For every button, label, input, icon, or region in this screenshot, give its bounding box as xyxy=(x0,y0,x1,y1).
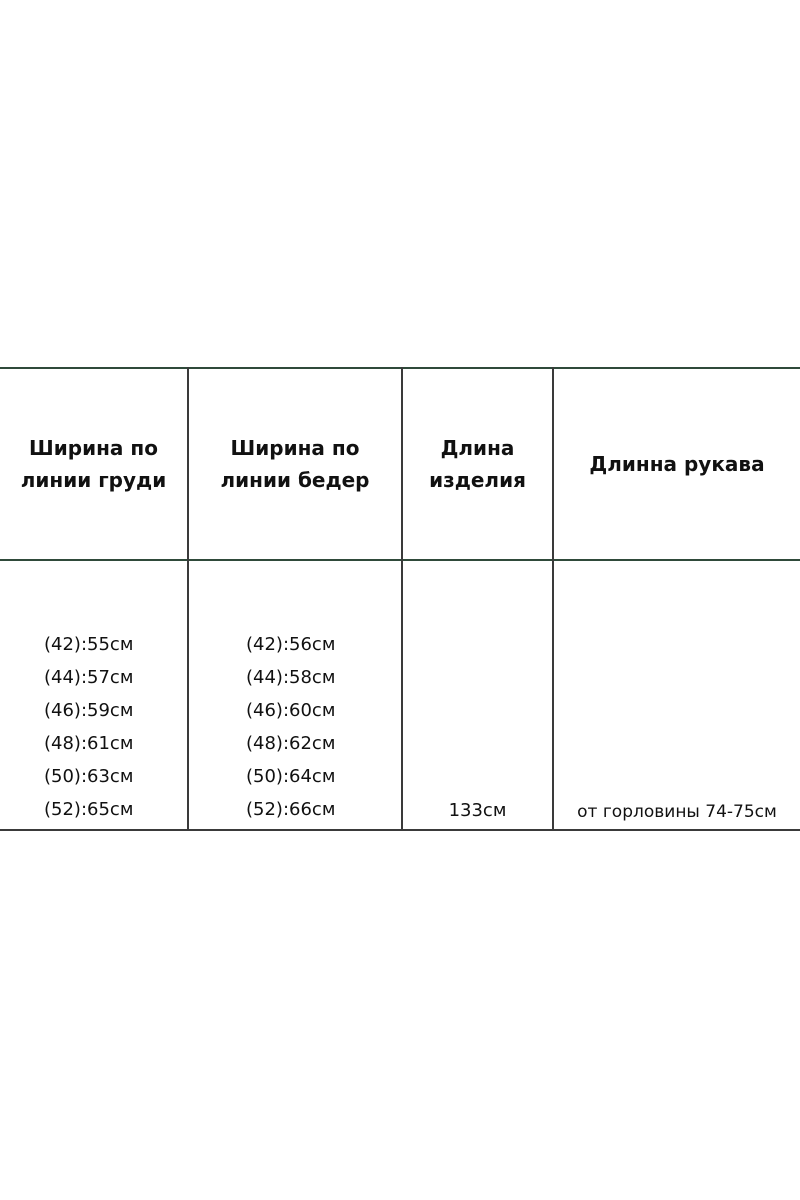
size-table xyxy=(0,367,800,831)
header-divider xyxy=(0,559,800,561)
chest-width-value: (42):55см xyxy=(44,634,134,655)
chest-width-value: (44):57см xyxy=(44,667,134,688)
garment-length-value: 133см xyxy=(448,800,507,821)
sleeve-length-value: от горловины 74-75см xyxy=(577,802,777,822)
header-hip-width: Ширина по линии бедер xyxy=(220,436,370,492)
header-sleeve-length: Длинна рукава xyxy=(589,452,765,476)
chest-width-value: (52):65см xyxy=(44,799,134,820)
chest-width-value: (50):63см xyxy=(44,766,134,787)
hip-width-value: (46):60см xyxy=(246,700,336,721)
header-garment-length: Длина изделия xyxy=(429,436,526,492)
hip-width-values xyxy=(246,628,335,826)
chest-width-value: (46):59см xyxy=(44,700,134,721)
chest-width-value: (48):61см xyxy=(44,733,134,754)
hip-width-value: (52):66см xyxy=(246,799,336,820)
header-chest-width: Ширина по линии груди xyxy=(20,436,167,492)
hip-width-value: (50):64см xyxy=(246,766,336,787)
table-bottom-border xyxy=(0,829,800,831)
hip-width-value: (44):58см xyxy=(246,667,336,688)
chest-width-values xyxy=(44,628,133,826)
hip-width-value: (48):62см xyxy=(246,733,336,754)
hip-width-value: (42):56см xyxy=(246,634,336,655)
